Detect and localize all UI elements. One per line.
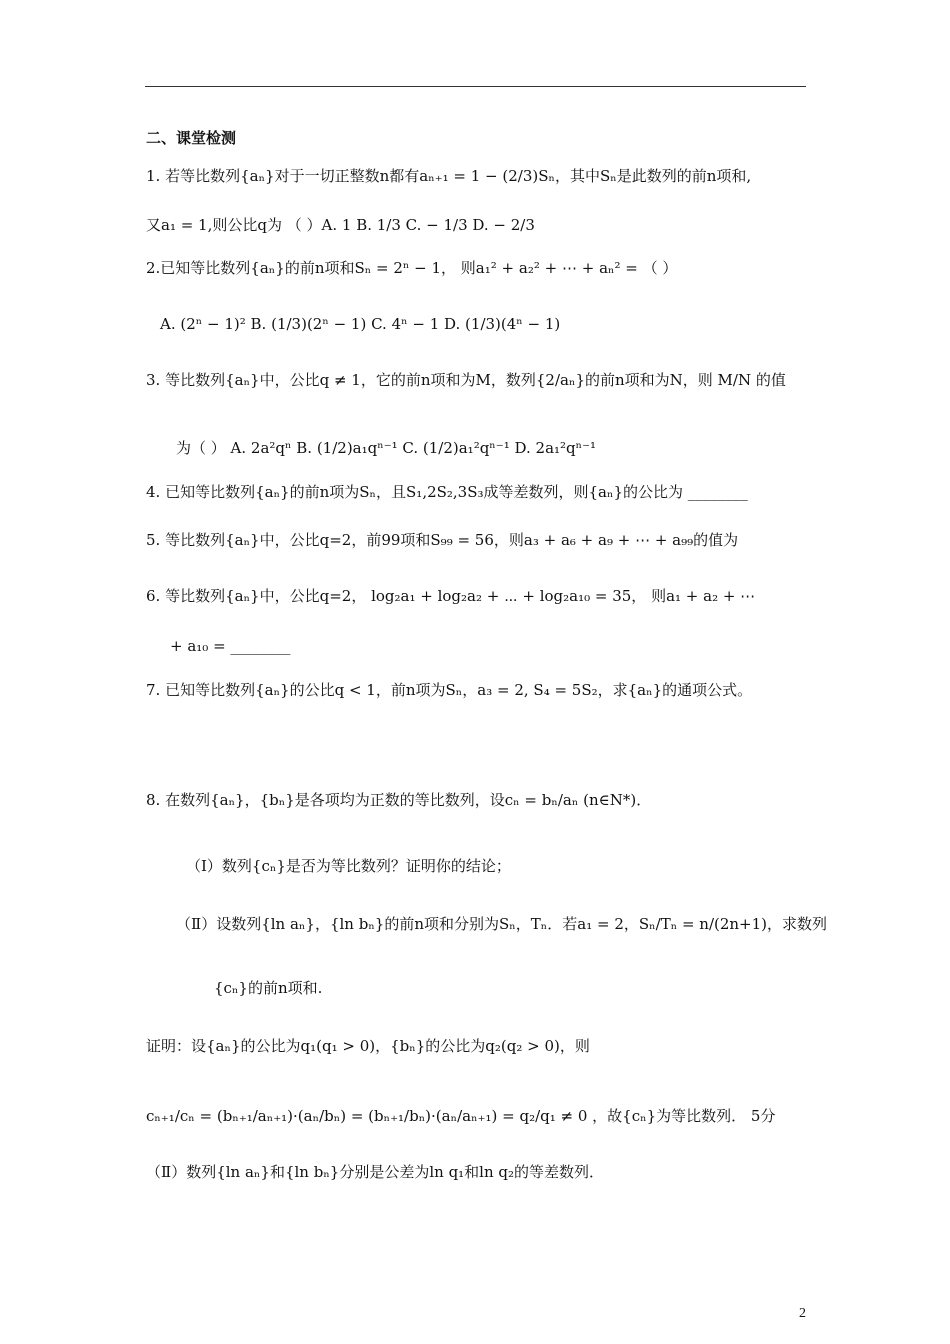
page-number: 2 — [799, 1306, 806, 1321]
question-1-line-1: 1. 若等比数列{aₙ}对于一切正整数n都有aₙ₊₁ = 1 − (2/3)Sₙ，其中Sₙ是此数列的前n项和, — [146, 167, 752, 185]
question-6-line-2: + a₁₀ = ________ — [170, 637, 291, 655]
question-3-line-2: 为（ ） A. 2a²qⁿ B. (1/2)a₁qⁿ⁻¹ C. (1/2)a₁²qⁿ⁻¹ D. 2a₁²qⁿ⁻¹ — [176, 439, 597, 457]
question-7-line-1: 7. 已知等比数列{aₙ}的公比q < 1，前n项为Sₙ，a₃ = 2, S₄ = 5S₂，求{aₙ}的通项公式。 — [146, 681, 753, 699]
question-2-line-2: A. (2ⁿ − 1)² B. (1/3)(2ⁿ − 1) C. 4ⁿ − 1 D. (1/3)(4ⁿ − 1) — [160, 315, 561, 333]
proof-line-2: cₙ₊₁/cₙ = (bₙ₊₁/aₙ₊₁)·(aₙ/bₙ) = (bₙ₊₁/bₙ)·(aₙ/aₙ₊₁) = q₂/q₁ ≠ 0 ，故{cₙ}为等比数列． 5分 — [146, 1107, 776, 1125]
question-6-line-1: 6. 等比数列{aₙ}中，公比q=2， log₂a₁ + log₂a₂ + ⋯ + log₂a₁₀ = 35， 则a₁ + a₂ + ⋯ — [146, 587, 756, 605]
question-5-line-1: 5. 等比数列{aₙ}中，公比q=2，前99项和S₉₉ = 56，则a₃ + a₆ + a₉ + ⋯ + a₉₉的值为 — [146, 531, 739, 549]
question-8-part-1: （Ⅰ）数列{cₙ}是否为等比数列？证明你的结论； — [186, 857, 511, 875]
question-2-line-1: 2.已知等比数列{aₙ}的前n项和Sₙ = 2ⁿ − 1， 则a₁² + a₂² + ⋯ + aₙ² = （ ） — [146, 259, 678, 277]
question-4-line-1: 4. 已知等比数列{aₙ}的前n项为Sₙ，且S₁,2S₂,3S₃成等差数列，则{aₙ}的公比为 ________ — [146, 483, 748, 501]
header-rule — [145, 86, 806, 87]
question-8-line-1: 8. 在数列{aₙ}，{bₙ}是各项均为正数的等比数列，设cₙ = bₙ/aₙ (n∈N*)． — [146, 791, 652, 809]
question-8-part-2-cont: {cₙ}的前n项和. — [214, 979, 323, 997]
question-1-line-2: 又a₁ = 1,则公比q为 （ ）A. 1 B. 1/3 C. − 1/3 D. − 2/3 — [146, 216, 535, 234]
proof-line-1: 证明：设{aₙ}的公比为q₁(q₁ > 0)，{bₙ}的公比为q₂(q₂ > 0)，则 — [146, 1037, 590, 1055]
question-3-line-1: 3. 等比数列{aₙ}中，公比q ≠ 1，它的前n项和为M，数列{2/aₙ}的前n项和为N，则 M/N 的值 — [146, 371, 786, 389]
proof-line-3: （Ⅱ）数列{ln aₙ}和{ln bₙ}分别是公差为ln q₁和ln q₂的等差数列． — [146, 1163, 605, 1181]
section-title: 二、课堂检测 — [146, 129, 237, 147]
question-8-part-2: （Ⅱ）设数列{ln aₙ}，{ln bₙ}的前n项和分别为Sₙ，Tₙ．若a₁ = 2，Sₙ/Tₙ = n/(2n+1)，求数列 — [176, 915, 828, 933]
